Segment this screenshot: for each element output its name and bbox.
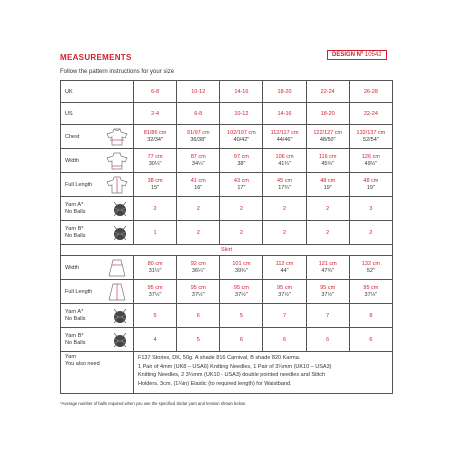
yarn-ball-icon — [111, 307, 129, 325]
yarn-ball-icon — [111, 200, 129, 218]
length-cell: 95 cm 37½" — [134, 280, 177, 304]
yarn-ball-icon — [111, 224, 129, 242]
yarn-balls-cell: 5 — [134, 304, 177, 328]
chest-cell: 81/86 cm 32/34" — [134, 125, 177, 149]
width-cell: 77 cm 30¼" — [134, 149, 177, 173]
yarn-a-label: Yarn A* No Balls — [61, 197, 134, 221]
yarn-balls-cell: 2 — [306, 221, 349, 245]
yarn-ball-icon — [111, 331, 129, 349]
yarn-info-text: F137 Stories, DK, 50g. A shade 816 Carnival, B shade 820 Karma. 1 Pair of 4mm (UK8 – USA6) Knitting Needles, 1 Pair of 3¼mm (UK10 – USA3) Knitting Needles, 2 3¼mm (UK10 - USA3) double pointed needles and Stitch Holders. 3cm, (1¼in) Elastic (to required length) for Waistband. — [134, 352, 393, 394]
width-cell: 106 cm 41¾" — [263, 149, 306, 173]
yarn-info-row — [61, 352, 393, 394]
length-cell: 48 cm 19" — [349, 173, 392, 197]
yarn-balls-cell: 5 — [220, 304, 263, 328]
us-size: 10-12 — [220, 103, 263, 125]
width-cell: 80 cm 31½" — [134, 256, 177, 280]
garment-skirt-icon — [105, 259, 129, 277]
top-length-label — [61, 173, 134, 197]
skirt-length-row — [61, 280, 393, 304]
width-cell: 132 cm 52" — [349, 256, 392, 280]
skirt-width-row — [61, 256, 393, 280]
row-label: Width — [65, 157, 80, 164]
yarn-balls-cell: 8 — [349, 304, 392, 328]
garment-top-icon — [105, 128, 129, 146]
us-size: 18-20 — [306, 103, 349, 125]
skirt-yarn-b-row — [61, 328, 393, 352]
row-label: Chest — [65, 133, 80, 140]
yarn-balls-cell: 6 — [306, 328, 349, 352]
length-cell: 48 cm 19" — [306, 173, 349, 197]
width-cell: 92 cm 36¼" — [177, 256, 220, 280]
uk-label: UK — [61, 81, 134, 103]
yarn-balls-cell: 2 — [263, 197, 306, 221]
width-cell: 87 cm 34¼" — [177, 149, 220, 173]
yarn-balls-cell: 2 — [220, 197, 263, 221]
measurements-table — [60, 80, 393, 394]
length-cell: 41 cm 16" — [177, 173, 220, 197]
uk-size: 26-28 — [349, 81, 392, 103]
length-cell: 95 cm 37½" — [220, 280, 263, 304]
chest-row — [61, 125, 393, 149]
length-cell: 95 cm 37½" — [177, 280, 220, 304]
skirt-yarn-a-row — [61, 304, 393, 328]
yarn-balls-cell: 4 — [134, 328, 177, 352]
yarn-balls-cell: 7 — [306, 304, 349, 328]
yarn-info-label: Yarn You also need — [61, 352, 134, 394]
skirt-section-row — [61, 245, 393, 256]
chest-cell: 112/117 cm 44/46" — [263, 125, 306, 149]
design-number: 10542 — [364, 52, 382, 58]
chest-cell: 91/97 cm 36/38" — [177, 125, 220, 149]
skirt-width-label — [61, 256, 134, 280]
width-cell: 116 cm 45¾" — [306, 149, 349, 173]
width-cell: 121 cm 47¾" — [306, 256, 349, 280]
length-cell: 95 cm 37½" — [349, 280, 392, 304]
length-cell: 95 cm 37½" — [306, 280, 349, 304]
design-number-badge — [327, 50, 387, 60]
top-length-row — [61, 173, 393, 197]
uk-size: 22-24 — [306, 81, 349, 103]
us-size: 2-4 — [134, 103, 177, 125]
length-cell: 45 cm 17¾" — [263, 173, 306, 197]
yarn-balls-cell: 3 — [349, 197, 392, 221]
top-yarn-a-row — [61, 197, 393, 221]
yarn-a-label: Yarn A* No Balls — [61, 304, 134, 328]
row-label: Full Length — [65, 181, 93, 188]
yarn-balls-cell: 6 — [220, 328, 263, 352]
uk-size-row — [61, 81, 393, 103]
uk-size: 18-20 — [263, 81, 306, 103]
yarn-balls-cell: 7 — [263, 304, 306, 328]
subtitle: Follow the pattern instructions for your size — [60, 69, 175, 75]
yarn-balls-cell: 6 — [177, 304, 220, 328]
us-size: 14-16 — [263, 103, 306, 125]
page-heading: MEASUREMENTS — [60, 53, 132, 62]
yarn-balls-cell: 2 — [220, 221, 263, 245]
chest-cell: 102/107 cm 40/42" — [220, 125, 263, 149]
us-size-row — [61, 103, 393, 125]
top-width-row — [61, 149, 393, 173]
row-label: Full Length — [65, 288, 93, 295]
length-cell: 43 cm 17" — [220, 173, 263, 197]
yarn-balls-cell: 2 — [177, 221, 220, 245]
width-cell: 126 cm 49½" — [349, 149, 392, 173]
chest-cell: 132/137 cm 52/54" — [349, 125, 392, 149]
yarn-balls-cell: 1 — [134, 221, 177, 245]
chest-cell: 122/127 cm 48/50" — [306, 125, 349, 149]
garment-top-icon — [105, 176, 129, 194]
width-cell: 101 cm 39¾" — [220, 256, 263, 280]
row-label: Width — [65, 264, 80, 271]
us-label: US — [61, 103, 134, 125]
width-cell: 112 cm 44" — [263, 256, 306, 280]
skirt-length-label — [61, 280, 134, 304]
yarn-balls-cell: 6 — [349, 328, 392, 352]
design-label: DESIGN Nº — [332, 52, 364, 58]
top-yarn-b-row — [61, 221, 393, 245]
yarn-balls-cell: 2 — [306, 197, 349, 221]
garment-skirt-icon — [105, 283, 129, 301]
width-cell: 97 cm 38" — [220, 149, 263, 173]
yarn-balls-cell: 2 — [177, 197, 220, 221]
footnote: *Average number of balls required when you use the specified Sirdar yarn and tension shown below — [60, 401, 245, 406]
length-cell: 95 cm 37½" — [263, 280, 306, 304]
skirt-section-label: Skirt — [61, 245, 393, 256]
yarn-b-label: Yarn B* No Balls — [61, 221, 134, 245]
yarn-balls-cell: 6 — [263, 328, 306, 352]
yarn-balls-cell: 5 — [177, 328, 220, 352]
top-width-label — [61, 149, 134, 173]
garment-top-icon — [105, 152, 129, 170]
uk-size: 6-8 — [134, 81, 177, 103]
us-size: 6-8 — [177, 103, 220, 125]
uk-size: 10-12 — [177, 81, 220, 103]
yarn-b-label: Yarn B* No Balls — [61, 328, 134, 352]
yarn-balls-cell: 2 — [134, 197, 177, 221]
yarn-balls-cell: 2 — [349, 221, 392, 245]
uk-size: 14-16 — [220, 81, 263, 103]
chest-label — [61, 125, 134, 149]
yarn-balls-cell: 2 — [263, 221, 306, 245]
us-size: 22-24 — [349, 103, 392, 125]
length-cell: 38 cm 15" — [134, 173, 177, 197]
